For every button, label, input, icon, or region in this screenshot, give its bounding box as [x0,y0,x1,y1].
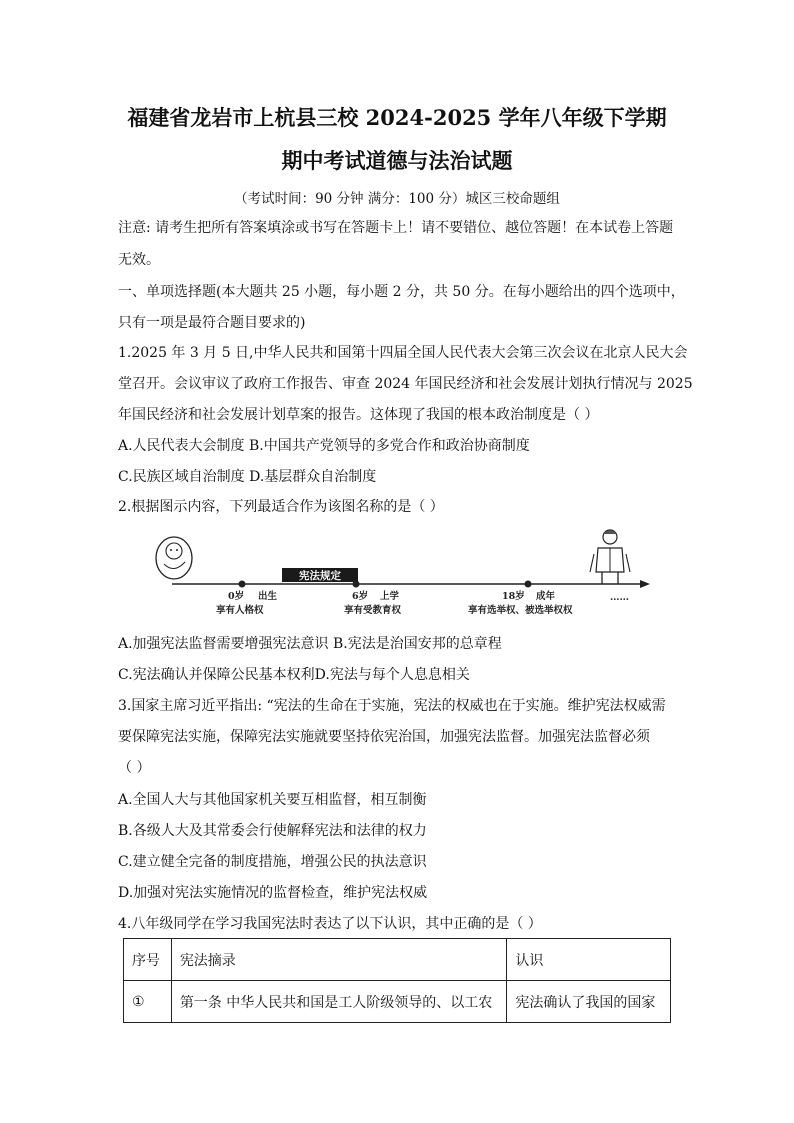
point-event: 出生 [258,591,278,602]
point-age: 6岁 [352,591,369,602]
section-heading-2: 只有一项是最符合题目要求的) [118,315,306,331]
q3-stem-2: 要保障宪法实施，保障宪法实施就要坚持依宪治国，加强宪法监督。加强宪法监督必须 [118,729,650,745]
point-age: 18岁 [502,591,525,602]
notice-line-1: 注意: 请考生把所有答案填涂或书写在答题卡上！请不要错位、越位答题！在本试卷上答题 [118,220,674,236]
q1-stem-2: 堂召开。会议审议了政府工作报告、审查 2024 年国民经济和社会发展计划执行情况与 2025 [118,376,693,392]
timeline-point [239,581,246,588]
q3-stem-3: （ ） [118,760,151,776]
baby-icon [156,537,192,579]
table-cell: 第一条 中华人民共和国是工人阶级领导的、以工农 [171,981,507,1023]
q1-option-cd: C.民族区域自治制度 D.基层群众自治制度 [118,469,377,485]
point-age: 0岁 [228,591,245,602]
q3-stem-1: 3.国家主席习近平指出: “宪法的生命在于实施，宪法的权威也在于实施。维护宪法权威需 [118,698,666,714]
q2-option-cd: C.宪法确认并保障公民基本权利D.宪法与每个人息息相关 [118,667,470,683]
timeline-point [353,581,360,588]
timeline-point [525,581,532,588]
q3-option-c: C.建立健全完备的制度措施，增强公民的执法意识 [118,854,427,870]
point-right: 享有受教育权 [344,605,402,616]
timeline-arrow-icon [640,580,650,588]
table-header-cell: 序号 [124,939,172,981]
q3-option-d: D.加强对宪法实施情况的监督检查，维护宪法权威 [118,885,428,901]
title-line-2: 期中考试道德与法治试题 [281,148,513,173]
point-right: 享有人格权 [216,605,264,616]
q4-table [123,938,671,1023]
q2-stem: 2.根据图示内容，下列最适合作为该图名称的是（ ） [118,499,444,515]
adult-icon [590,530,630,584]
table-row [124,981,671,1023]
table-header-row [124,939,671,981]
table-header-cell: 宪法摘录 [171,939,507,981]
timeline-ellipsis: …… [610,592,629,603]
exam-info: （考试时间：90 分钟 满分：100 分）城区三校命题组 [234,191,560,207]
q2-timeline-figure [150,528,660,622]
q1-stem-1: 1.2025 年 3 月 5 日,中华人民共和国第十四届全国人民代表大会第三次会议在北京人民大会 [118,345,688,361]
point-right: 享有选举权、被选举权权 [468,605,573,616]
table-cell: ① [124,981,172,1023]
table-cell: 宪法确认了我国的国家 [507,981,671,1023]
point-event: 上学 [380,591,400,602]
q1-option-ab: A.人民代表大会制度 B.中国共产党领导的多党合作和政治协商制度 [118,438,530,454]
q3-option-b: B.各级人大及其常委会行使解释宪法和法律的权力 [118,823,427,839]
title-line-1: 福建省龙岩市上杭县三校 2024-2025 学年八年级下学期 [127,105,667,130]
q4-stem: 4.八年级同学在学习我国宪法时表达了以下认识，其中正确的是（ ） [118,916,542,932]
banner-label: 宪法规定 [299,570,341,582]
point-event: 成年 [536,591,556,602]
q2-option-ab: A.加强宪法监督需要增强宪法意识 B.宪法是治国安邦的总章程 [118,636,502,652]
table-header-cell: 认识 [507,939,671,981]
notice-line-2: 无效。 [118,252,160,268]
section-heading-1: 一、单项选择题(本大题共 25 小题，每小题 2 分，共 50 分。在每小题给出的四个选项中， [118,284,685,300]
q3-option-a: A.全国人大与其他国家机关要互相监督，相互制衡 [118,792,427,808]
q1-stem-3: 年国民经济和社会发展计划草案的报告。这体现了我国的根本政治制度是（ ） [118,407,599,423]
